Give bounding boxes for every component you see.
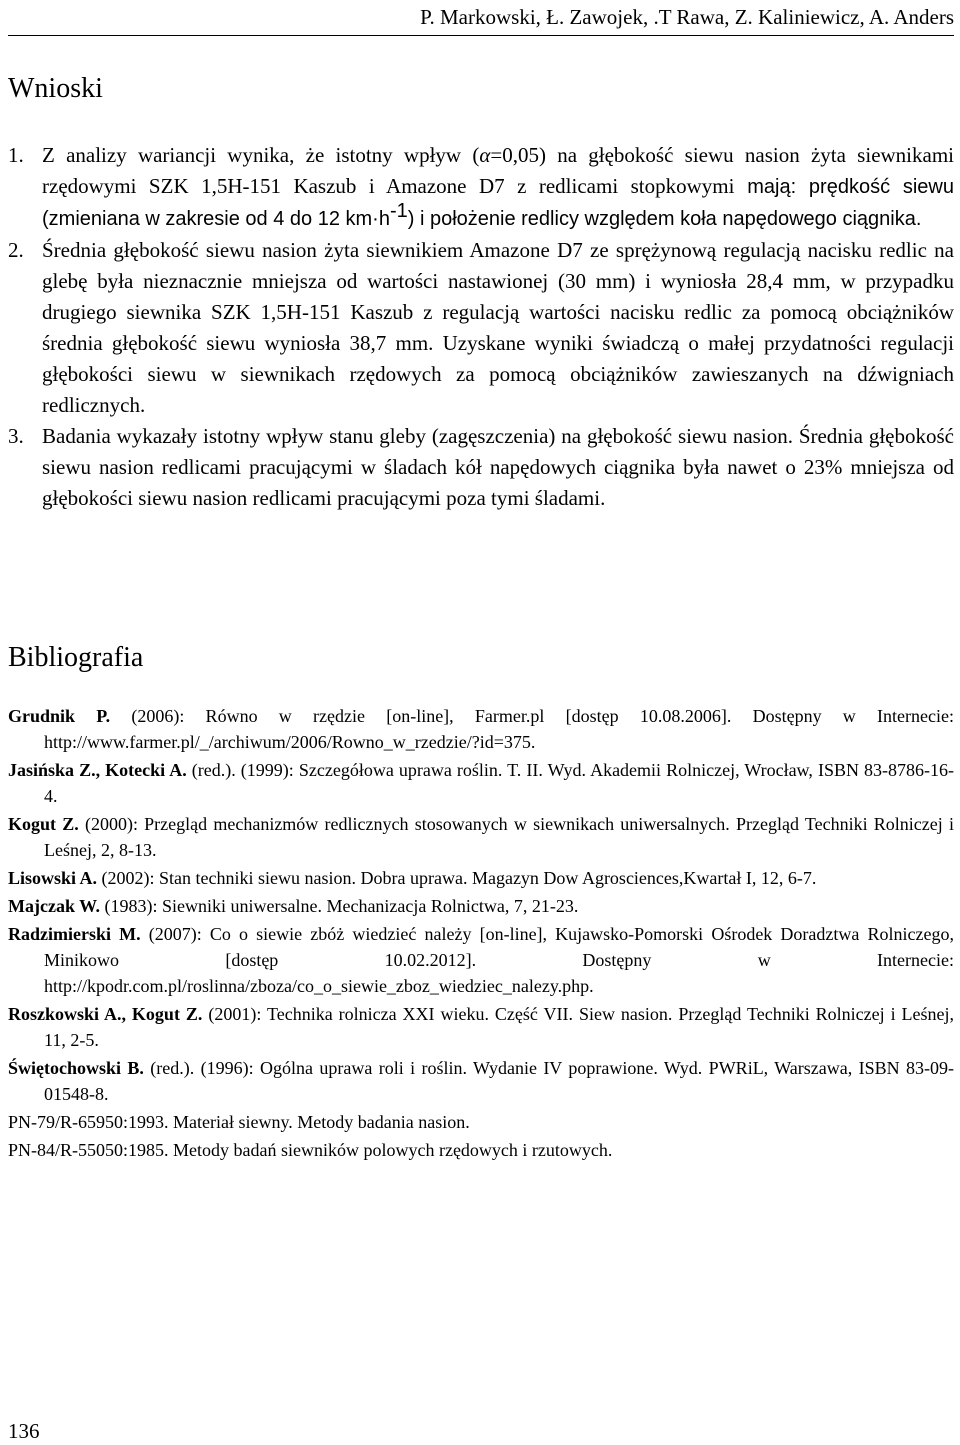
page-number: 136 bbox=[8, 1419, 40, 1443]
bibliography-entry bbox=[8, 865, 954, 891]
bibliography-entry bbox=[8, 921, 954, 999]
conclusion-number: 2. bbox=[8, 238, 24, 262]
bibliography-entry bbox=[8, 893, 954, 919]
reference-text: (2007): Co o siewie zbóż wiedzieć należy [on-line], Kujawsko-Pomorski Ośrodek Doradztwa Rolniczego, Minikowo [dostęp 10.02.2012]. Dostępny w Internecie: http://kpodr.com.pl/roslinna/zboza/co_o_siewie_zboz_wiedziec_nalezy.php. bbox=[44, 924, 955, 996]
reference-author: Świętochowski B. bbox=[8, 1058, 144, 1078]
alpha-symbol: α bbox=[479, 143, 491, 167]
conclusion-item bbox=[8, 421, 954, 514]
reference-author: Jasińska Z., Kotecki A. bbox=[8, 760, 187, 780]
reference-text: PN-79/R-65950:1993. Materiał siewny. Metody badania nasion. bbox=[8, 1112, 470, 1132]
bibliography-list bbox=[8, 703, 954, 1165]
reference-text: PN-84/R-55050:1985. Metody badań siewników polowych rzędowych i rzutowych. bbox=[8, 1140, 613, 1160]
reference-author: Grudnik P. bbox=[8, 706, 111, 726]
conclusion-text: Badania wykazały istotny wpływ stanu gleby (zagęszczenia) na głębokość siewu nasion. Średnia głębokość siewu nasion redlicami pracującymi w śladach kół napędowych ciągnika była nawet o 23% mniejsza od głębokości siewu nasion redlicami pracującymi poza tymi śladami. bbox=[42, 424, 954, 510]
header-divider bbox=[8, 35, 954, 36]
conclusion-text-part: =0,05) na głębokość siewu nasion żyta siewnikami rzędowymi SZK 1,5H-151 Kaszub i Amazone D7 z redlicami stopkowymi bbox=[42, 143, 955, 198]
document-page bbox=[8, 0, 954, 1445]
conclusion-text-part: Z analizy wariancji wynika, że istotny wpływ ( bbox=[42, 143, 480, 167]
conclusions-heading: Wnioski bbox=[8, 73, 103, 104]
conclusion-text bbox=[42, 140, 954, 235]
running-header-authors: P. Markowski, Ł. Zawojek, .T Rawa, Z. Kaliniewicz, A. Anders bbox=[420, 5, 954, 29]
bibliography-entry bbox=[8, 1055, 954, 1107]
conclusion-text: Średnia głębokość siewu nasion żyta siewnikiem Amazone D7 ze sprężynową regulacją nacisku redlic na glebę była nieznacznie mniejsza od wartości nastawionej (30 mm) i wyniosła 28,4 mm, w przypadku drugiego siewnika SZK 1,5H-151 Kaszub z regulacją wartości nacisku redlic za pomocą obciążników średnia głębokość siewu wyniosła 38,7 mm. Uzyskane wyniki świadczą o małej przydatności regulacji głębokości siewu w siewnikach rzędowych za pomocą obciążników zawieszanych na dźwigniach redlicznych. bbox=[42, 238, 954, 417]
reference-text: (2001): Technika rolnicza XXI wieku. Część VII. Siew nasion. Przegląd Techniki Rolniczej i Leśnej, 11, 2-5. bbox=[44, 1004, 955, 1050]
bibliography-entry bbox=[8, 811, 954, 863]
conclusion-text-part: ) i położenie redlicy względem koła napędowego ciągnika. bbox=[407, 208, 922, 230]
reference-author: Roszkowski A., Kogut Z. bbox=[8, 1004, 203, 1024]
bibliography-entry bbox=[8, 1001, 954, 1053]
reference-author: Majczak W. bbox=[8, 896, 100, 916]
reference-text: (2002): Stan techniki siewu nasion. Dobra uprawa. Magazyn Dow Agrosciences,Kwartał I, 12, 6-7. bbox=[97, 868, 817, 888]
conclusion-item bbox=[8, 140, 954, 235]
bibliography-entry bbox=[8, 757, 954, 809]
conclusion-text-part: mają: prędkość siewu (zmieniana w zakresie od 4 do 12 km·h bbox=[42, 176, 954, 230]
reference-author: Radzimierski M. bbox=[8, 924, 141, 944]
reference-author: Lisowski A. bbox=[8, 868, 98, 888]
superscript: -1 bbox=[389, 200, 408, 222]
conclusion-item bbox=[8, 235, 954, 421]
bibliography-entry bbox=[8, 703, 954, 755]
conclusions-list bbox=[8, 140, 954, 514]
conclusion-number: 3. bbox=[8, 424, 24, 448]
bibliography-entry bbox=[8, 1109, 954, 1135]
bibliography-entry bbox=[8, 1137, 954, 1163]
reference-text: (1983): Siewniki uniwersalne. Mechanizacja Rolnictwa, 7, 21-23. bbox=[100, 896, 579, 916]
reference-text: (2000): Przegląd mechanizmów redlicznych stosowanych w siewnikach uniwersalnych. Przegląd Techniki Rolniczej i Leśnej, 2, 8-13. bbox=[44, 814, 954, 860]
conclusion-number: 1. bbox=[8, 143, 24, 167]
reference-text: (red.). (1999): Szczegółowa uprawa roślin. T. II. Wyd. Akademii Rolniczej, Wrocław, ISBN 83-8786-16-4. bbox=[44, 760, 955, 806]
reference-text: (2006): Równo w rzędzie [on-line], Farmer.pl [dostęp 10.08.2006]. Dostępny w Internecie: http://www.farmer.pl/_/archiwum/2006/Rowno_w_rzedzie/?id=375. bbox=[44, 706, 954, 752]
bibliography-heading: Bibliografia bbox=[8, 642, 144, 673]
reference-author: Kogut Z. bbox=[8, 814, 79, 834]
reference-text: (red.). (1996): Ogólna uprawa roli i roślin. Wydanie IV poprawione. Wyd. PWRiL, Warszawa, ISBN 83-09-01548-8. bbox=[44, 1058, 955, 1104]
